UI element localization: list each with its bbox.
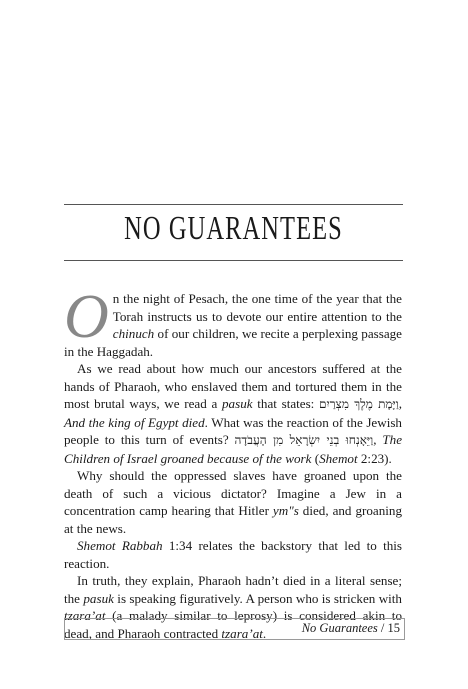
text-run: 1:34 relates the backstory that led to this reaction. [64,538,402,571]
text-run: ( [311,450,320,466]
body-text [64,283,402,642]
italic-term: pasuk [222,396,253,411]
text-run: n the night of Pesach, the one time of the year that the Torah instructs us to devote our entire attention to the [112,291,402,324]
text-run: Why should the oppressed slaves have groaned upon the death of such a vicious dictator? Imagine a Jew in a concentration camp hearing that Hitler [64,468,402,518]
paragraph-4 [64,537,402,572]
text-run: of our children, we recite a perplexing passage in the Haggadah. [64,326,402,359]
footer-separator: / [377,621,388,635]
page-number: 15 [387,621,400,635]
text-run: died, and groaning at the news. [64,503,402,536]
text-run: , [398,396,402,411]
italic-term: pasuk [83,590,114,606]
chapter-heading [64,204,403,261]
italic-term: tzara’at [221,625,263,641]
text-run: is speaking figuratively. A person who is stricken with [113,590,402,606]
page-footer [64,618,405,640]
italic-term: chinuch [112,326,155,341]
text-run: that states: [252,396,320,411]
italic-translation: And the king of Egypt died [64,414,205,430]
paragraph-2 [64,360,402,467]
paragraph-3 [64,467,402,537]
text-run: In truth, they explain, Pharaoh hadn’t died in a literal sense; the [64,573,402,606]
italic-abbrev: ym"s [272,503,299,518]
chapter-title: NO GUARANTEES [124,210,343,247]
text-run: . What was the reaction of the Jewish people to this turn of events? [64,414,402,447]
drop-cap: O [64,283,109,351]
running-title: No Guarantees [301,621,378,635]
italic-source: Shemot [319,450,358,466]
text-run: As we read about how much our ancestors suffered at the hands of Pharaoh, who enslaved them and tortured them in the most brutal ways, we read a [64,361,402,411]
italic-term: tzara’at [64,608,106,623]
italic-translation: The Children of Israel groaned because of the work [64,432,402,466]
text-run: . [262,625,267,641]
text-run: (a malady similar to leprosy) is considered akin to dead, and Pharaoh contracted [64,608,402,641]
text-run: , [373,432,383,447]
footer-text [302,621,400,636]
hebrew-quote: וַיָּמָת מֶלֶךְ מִצְרַיִם [319,397,399,411]
italic-source: Shemot Rabbah [77,538,163,553]
hebrew-quote: וַיֵּאָנְחוּ בְנֵי יִשְׂרָאֵל מִן הָעֲבֹדָה [234,433,374,447]
text-run: 2:23). [357,450,392,466]
paragraph-1 [64,283,402,360]
